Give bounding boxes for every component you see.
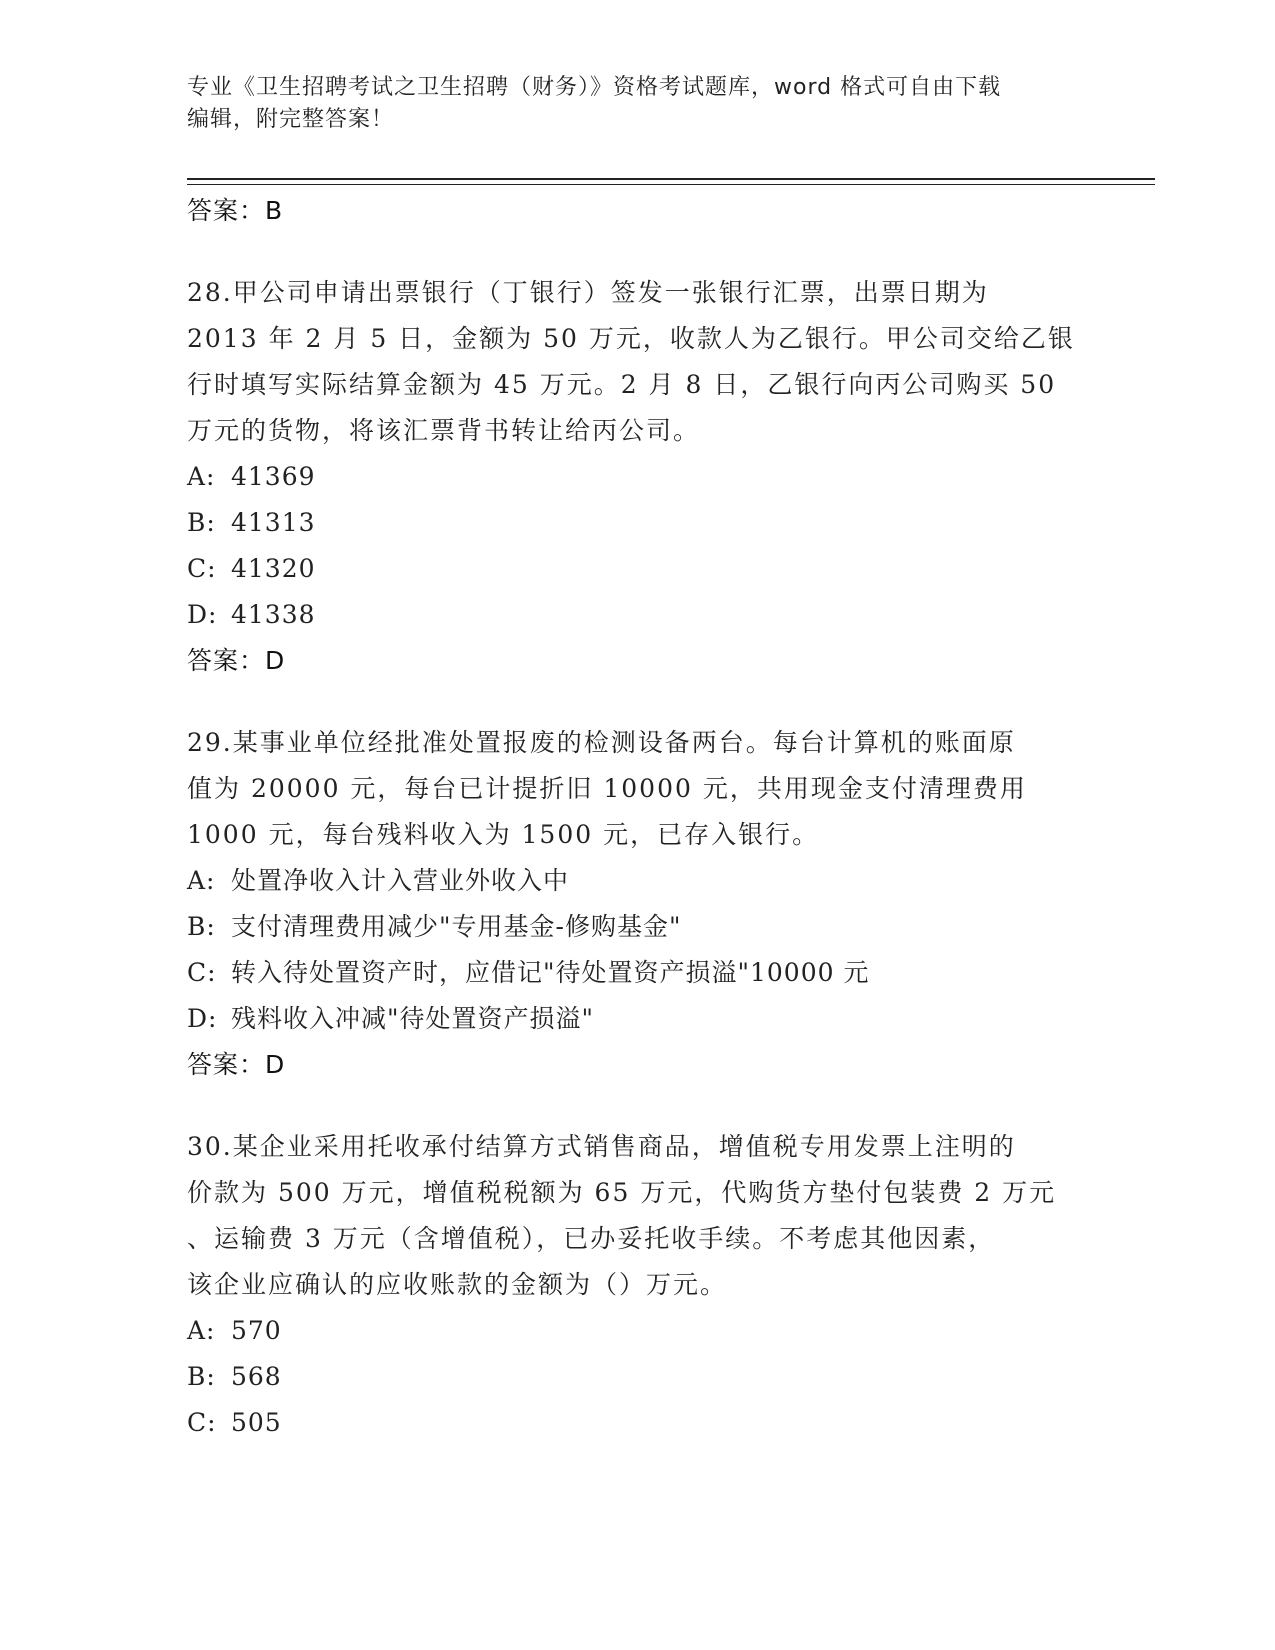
option-item — [187, 500, 1087, 546]
question-stem — [187, 1124, 1087, 1308]
option-letter: A: — [187, 462, 216, 491]
option-text: 转入待处置资产时，应借记"待处置资产损溢"10000 元 — [231, 958, 870, 987]
header-line: 专业《卫生招聘考试之卫生招聘（财务）》资格考试题库，word 格式可自由下载 — [187, 75, 1002, 100]
option-item — [187, 546, 1087, 592]
option-letter: C: — [187, 554, 217, 583]
stem-line: 28.甲公司申请出票银行（丁银行）签发一张银行汇票，出票日期为 — [187, 278, 989, 307]
option-text: 568 — [231, 1362, 282, 1391]
option-text: 处置净收入计入营业外收入中 — [231, 866, 570, 895]
option-item — [187, 1308, 1087, 1354]
stem-line: 1000 元，每台残料收入为 1500 元，已存入银行。 — [187, 820, 820, 849]
option-item — [187, 858, 1087, 904]
option-text: 残料收入冲减"待处置资产损溢" — [231, 1004, 594, 1033]
option-item — [187, 904, 1087, 950]
option-letter: B: — [187, 508, 216, 537]
stem-line: 价款为 500 万元，增值税税额为 65 万元，代购货方垫付包装费 2 万元 — [187, 1178, 1057, 1207]
option-item — [187, 1400, 1087, 1446]
option-letter: C: — [187, 958, 217, 987]
stem-line: 29.某事业单位经批准处置报废的检测设备两台。每台计算机的账面原 — [187, 728, 1016, 757]
option-text: 505 — [231, 1408, 282, 1437]
answer-line: 答案：D — [187, 1050, 286, 1079]
option-letter: C: — [187, 1408, 217, 1437]
stem-line: 万元的货物，将该汇票背书转让给丙公司。 — [187, 416, 701, 445]
option-text: 41313 — [231, 508, 316, 537]
stem-line: 、运输费 3 万元（含增值税），已办妥托收手续。不考虑其他因素， — [187, 1224, 996, 1253]
option-text: 41320 — [231, 554, 316, 583]
option-text: 支付清理费用减少"专用基金-修购基金" — [231, 912, 682, 941]
answer-line: 答案：B — [187, 196, 284, 225]
question-block — [187, 1124, 1087, 1446]
option-text: 570 — [231, 1316, 282, 1345]
question-stem — [187, 720, 1087, 858]
stem-line: 行时填写实际结算金额为 45 万元。2 月 8 日，乙银行向丙公司购买 50 — [187, 370, 1057, 399]
stem-line: 值为 20000 元，每台已计提折旧 10000 元，共用现金支付清理费用 — [187, 774, 1027, 803]
option-letter: B: — [187, 1362, 216, 1391]
option-letter: D: — [187, 1004, 218, 1033]
question-block — [187, 720, 1087, 1088]
option-text: 41369 — [231, 462, 316, 491]
option-letter: D: — [187, 600, 218, 629]
option-letter: B: — [187, 912, 216, 941]
option-text: 41338 — [231, 600, 316, 629]
option-item — [187, 454, 1087, 500]
question-block — [187, 270, 1087, 684]
header-divider — [187, 178, 1155, 180]
option-item — [187, 950, 1087, 996]
option-item — [187, 592, 1087, 638]
option-letter: A: — [187, 1316, 216, 1345]
answer-line: 答案：D — [187, 646, 286, 675]
question-stem — [187, 270, 1087, 454]
document-header — [187, 72, 1087, 136]
document-body — [187, 188, 1087, 1482]
header-divider — [187, 184, 1155, 185]
stem-line: 2013 年 2 月 5 日，金额为 50 万元，收款人为乙银行。甲公司交给乙银 — [187, 324, 1075, 353]
option-item — [187, 1354, 1087, 1400]
option-item — [187, 996, 1087, 1042]
option-letter: A: — [187, 866, 216, 895]
stem-line: 30.某企业采用托收承付结算方式销售商品，增值税专用发票上注明的 — [187, 1132, 1016, 1161]
header-line: 编辑，附完整答案！ — [187, 107, 395, 132]
stem-line: 该企业应确认的应收账款的金额为（）万元。 — [187, 1270, 728, 1299]
